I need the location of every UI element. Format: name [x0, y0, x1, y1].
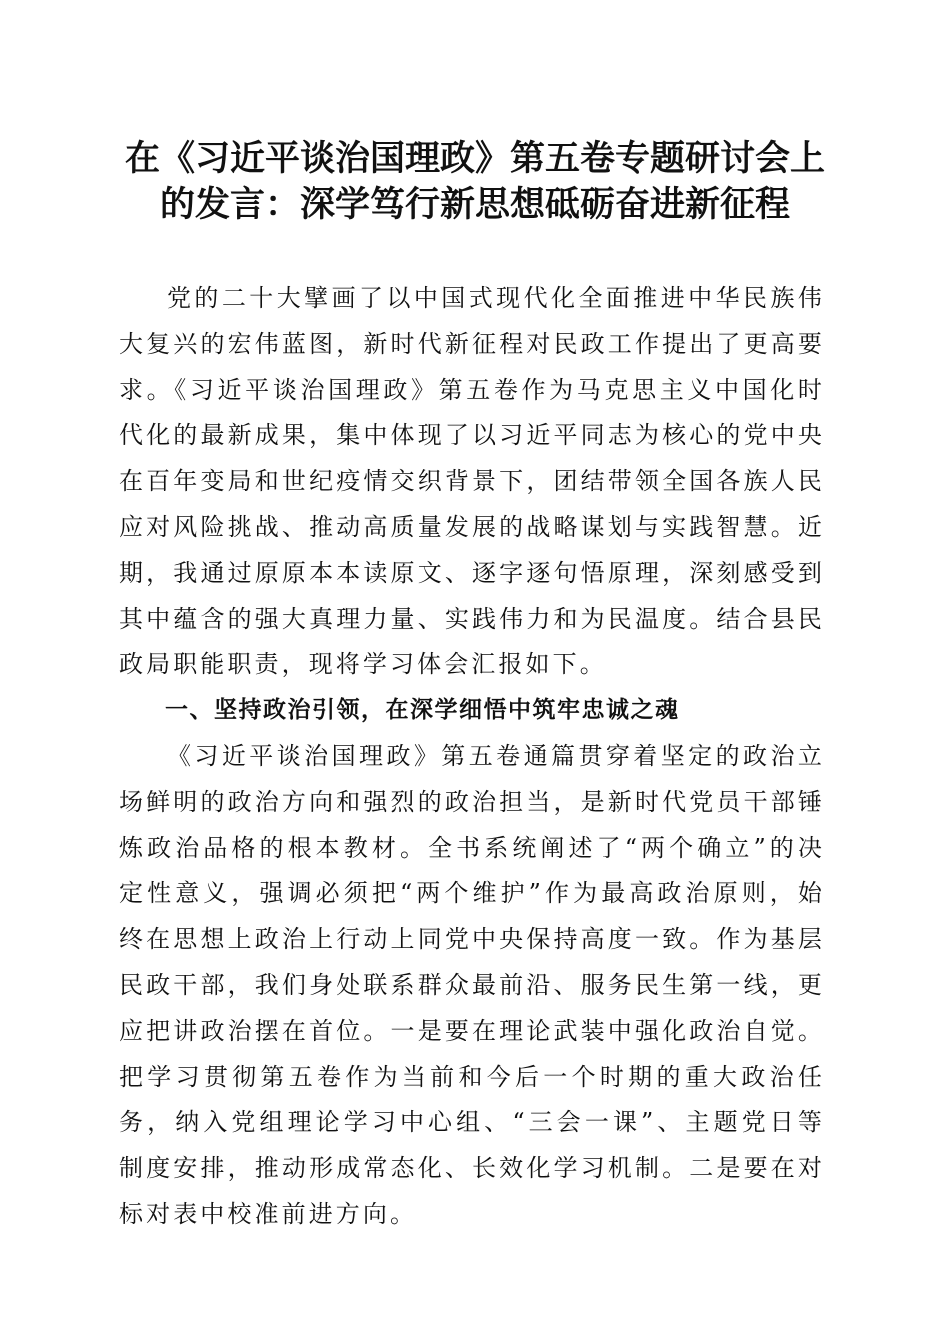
document-title	[100, 136, 850, 228]
document-body	[119, 276, 825, 1238]
intro-paragraph: 党的二十大擘画了以中国式现代化全面推进中华民族伟大复兴的宏伟蓝图，新时代新征程对民政工作提出了更高要求。《习近平谈治国理政》第五卷作为马克思主义中国化时代化的最新成果，集中体现了以习近平同志为核心的党中央在百年变局和世纪疫情交织背景下，团结带领全国各族人民应对风险挑战、推动高质量发展的战略谋划与实践智慧。近期，我通过原原本本读原文、逐字逐句悟原理，深刻感受到其中蕴含的强大真理力量、实践伟力和为民温度。结合县民政局职能职责，现将学习体会汇报如下。	[119, 284, 825, 679]
title-line-1: 在《习近平谈治国理政》第五卷专题研讨会上	[124, 138, 825, 179]
title-line-2: 的发言：深学笃行新思想砥砺奋进新征程	[159, 184, 790, 225]
section-1-heading: 一、坚持政治引领，在深学细悟中筑牢忠诚之魂	[165, 697, 680, 724]
section-1-paragraph: 《习近平谈治国理政》第五卷通篇贯穿着坚定的政治立场鲜明的政治方向和强烈的政治担当，是新时代党员干部锤炼政治品格的根本教材。全书系统阐述了“两个确立”的决定性意义，强调必须把“两个维护”作为最高政治原则，始终在思想上政治上行动上同党中央保持高度一致。作为基层民政干部，我们身处联系群众最前沿、服务民生第一线，更应把讲政治摆在首位。一是要在理论武装中强化政治自觉。把学习贯彻第五卷作为当前和今后一个时期的重大政治任务，纳入党组理论学习中心组、“三会一课”、主题党日等制度安排，推动形成常态化、长效化学习机制。二是要在对标对表中校准前进方向。	[119, 741, 825, 1228]
